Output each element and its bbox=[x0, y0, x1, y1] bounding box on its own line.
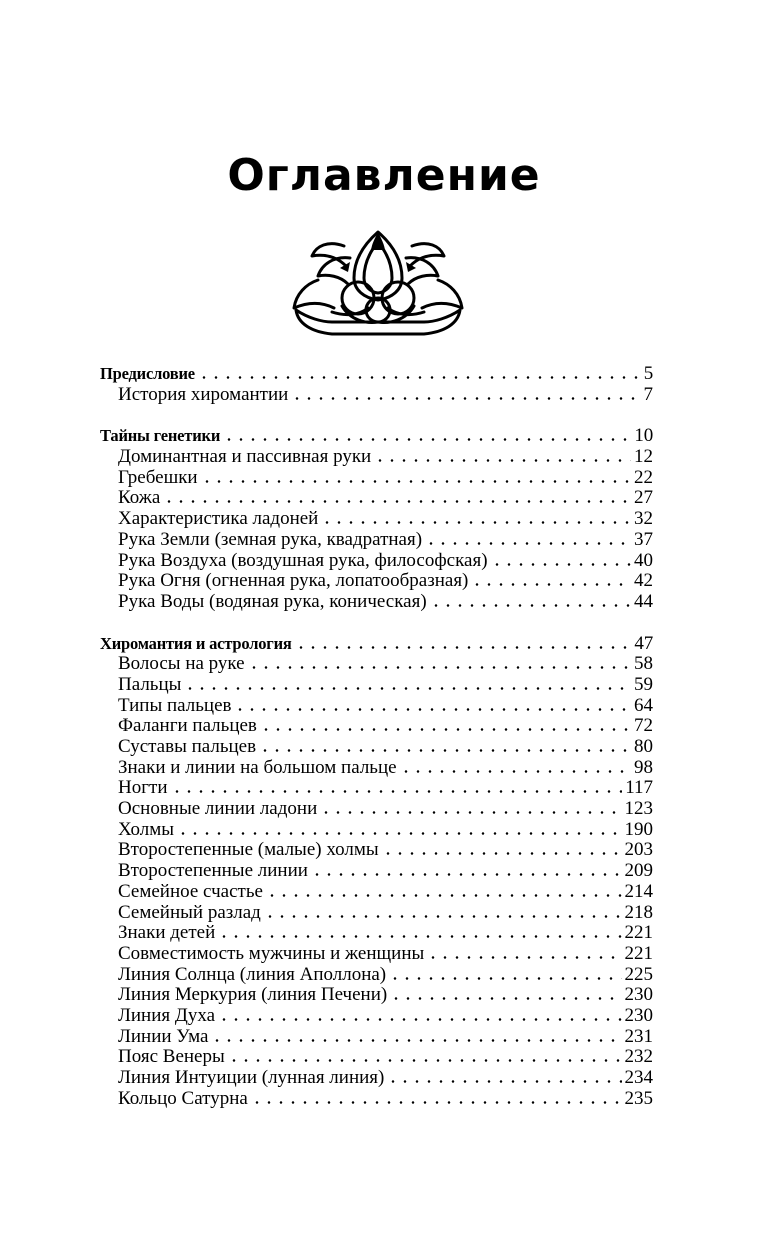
toc-item[interactable] bbox=[100, 944, 653, 965]
dot-leader bbox=[248, 655, 631, 669]
toc-item-page: 58 bbox=[634, 653, 653, 675]
dot-leader bbox=[400, 758, 631, 772]
toc-item-title: Пальцы bbox=[118, 673, 182, 695]
toc-item[interactable] bbox=[100, 778, 653, 799]
table-of-contents bbox=[100, 364, 653, 1109]
dot-leader bbox=[382, 841, 622, 855]
toc-item-title: Кожа bbox=[118, 487, 161, 509]
dot-leader bbox=[430, 593, 631, 607]
dot-leader bbox=[218, 924, 621, 938]
toc-item-title: Типы пальцев bbox=[118, 694, 232, 716]
toc-item-title: Характеристика ладоней bbox=[118, 508, 319, 530]
toc-item-page: 234 bbox=[624, 1067, 653, 1088]
dot-leader bbox=[184, 676, 631, 690]
toc-item-page: 209 bbox=[624, 860, 653, 882]
toc-item-page: 225 bbox=[624, 963, 653, 985]
toc-item[interactable] bbox=[100, 985, 653, 1006]
toc-item[interactable] bbox=[100, 592, 653, 613]
toc-item-title: Доминантная и пассивная руки bbox=[118, 446, 372, 468]
dot-leader bbox=[264, 903, 622, 917]
toc-section-title: Предисловие bbox=[100, 364, 195, 383]
toc-item[interactable] bbox=[100, 923, 653, 944]
toc-item-title: Линии Ума bbox=[118, 1025, 209, 1047]
dot-leader bbox=[320, 800, 621, 814]
toc-item-page: 230 bbox=[624, 984, 653, 1006]
toc-item-title: Кольцо Сатурна bbox=[118, 1087, 248, 1109]
toc-section-title: Хиромантия и астрология bbox=[100, 633, 292, 653]
toc-item[interactable] bbox=[100, 571, 653, 592]
toc-item-title: История хиромантии bbox=[118, 383, 289, 405]
toc-item-page: 59 bbox=[634, 673, 653, 695]
toc-item-title: Знаки и линии на большом пальце bbox=[118, 756, 397, 778]
toc-section-title: Тайны генетики bbox=[100, 426, 221, 446]
toc-item-title: Фаланги пальцев bbox=[118, 715, 257, 737]
toc-item-title: Семейный разлад bbox=[118, 901, 261, 923]
toc-item-title: Второстепенные (малые) холмы bbox=[118, 839, 379, 861]
dot-leader bbox=[177, 821, 621, 835]
toc-item-page: 230 bbox=[624, 1004, 653, 1026]
dot-leader bbox=[171, 779, 623, 793]
toc-item-page: 64 bbox=[634, 694, 653, 716]
toc-item[interactable] bbox=[100, 820, 653, 841]
toc-item-page: 123 bbox=[624, 798, 653, 820]
toc-item-title: Рука Земли (земная рука, квадратная) bbox=[118, 528, 423, 550]
toc-item-title: Семейное счастье bbox=[118, 880, 263, 902]
dot-leader bbox=[218, 1007, 621, 1021]
toc-item-page: 218 bbox=[624, 901, 653, 923]
toc-item-page: 221 bbox=[624, 922, 653, 944]
dot-leader bbox=[266, 883, 622, 897]
toc-item[interactable] bbox=[100, 654, 653, 675]
toc-item-page: 12 bbox=[634, 446, 653, 468]
toc-item-page: 40 bbox=[634, 549, 653, 571]
toc-item-page: 117 bbox=[625, 777, 653, 799]
toc-item-title: Гребешки bbox=[118, 466, 198, 488]
toc-item-title: Линия Меркурия (линия Печени) bbox=[118, 984, 388, 1006]
dot-leader bbox=[425, 531, 631, 545]
toc-item-title: Рука Огня (огненная рука, лопатообразная) bbox=[118, 570, 469, 592]
toc-item-page: 27 bbox=[634, 487, 653, 509]
toc-item[interactable] bbox=[100, 1047, 653, 1068]
toc-item-page: 190 bbox=[624, 818, 653, 840]
toc-item-page: 22 bbox=[634, 466, 653, 488]
dot-leader bbox=[374, 448, 631, 462]
toc-item[interactable] bbox=[100, 447, 653, 468]
dot-leader bbox=[201, 469, 631, 483]
toc-item[interactable] bbox=[100, 696, 653, 717]
toc-item-title: Пояс Венеры bbox=[118, 1046, 225, 1068]
dot-leader bbox=[163, 489, 631, 503]
toc-item-title: Холмы bbox=[118, 818, 175, 840]
toc-item[interactable] bbox=[100, 799, 653, 820]
toc-item[interactable] bbox=[100, 385, 653, 406]
toc-item-page: 232 bbox=[624, 1046, 653, 1068]
dot-leader bbox=[234, 696, 631, 710]
toc-section-page: 10 bbox=[634, 425, 653, 447]
toc-item-title: Линия Интуиции (лунная линия) bbox=[118, 1067, 385, 1088]
toc-item[interactable] bbox=[100, 1089, 653, 1110]
dot-leader bbox=[198, 367, 641, 379]
toc-item-page: 80 bbox=[634, 736, 653, 757]
toc-section-page: 47 bbox=[634, 632, 653, 654]
dot-leader bbox=[387, 1069, 621, 1083]
toc-item-title: Совместимость мужчины и женщины bbox=[118, 942, 425, 964]
page-title: Оглавление bbox=[227, 150, 541, 201]
dot-leader bbox=[311, 862, 622, 876]
toc-item[interactable] bbox=[100, 509, 653, 530]
toc-item-title: Линия Духа bbox=[118, 1004, 216, 1026]
toc-item[interactable] bbox=[100, 861, 653, 882]
toc-item-title: Знаки детей bbox=[118, 922, 216, 944]
toc-item-page: 72 bbox=[634, 715, 653, 737]
toc-item-page: 231 bbox=[624, 1025, 653, 1047]
toc-item-title: Линия Солнца (линия Аполлона) bbox=[118, 963, 387, 985]
dot-leader bbox=[390, 986, 621, 1000]
dot-leader bbox=[321, 510, 631, 524]
toc-item-page: 98 bbox=[634, 756, 653, 778]
toc-item[interactable] bbox=[100, 551, 653, 572]
toc-item-title: Волосы на руке bbox=[118, 653, 245, 675]
dot-leader bbox=[259, 738, 631, 752]
dot-leader bbox=[471, 572, 631, 586]
toc-item-title: Второстепенные линии bbox=[118, 860, 308, 882]
toc-item-title: Рука Воздуха (воздушная рука, философская) bbox=[118, 549, 488, 571]
lotus-ornament-icon bbox=[288, 228, 468, 338]
toc-item-page: 32 bbox=[634, 508, 653, 530]
toc-item[interactable] bbox=[100, 965, 653, 986]
toc-section-genetics[interactable] bbox=[100, 426, 653, 447]
dot-leader bbox=[291, 385, 640, 399]
toc-item[interactable] bbox=[100, 675, 653, 696]
dot-leader bbox=[491, 551, 631, 565]
toc-section-palmistry-astrology[interactable] bbox=[100, 634, 653, 655]
toc-item-page: 221 bbox=[624, 942, 653, 964]
toc-item-title: Ногти bbox=[118, 777, 168, 799]
toc-section-preface[interactable] bbox=[100, 364, 653, 385]
toc-item-page: 214 bbox=[624, 880, 653, 902]
toc-item-page: 203 bbox=[624, 839, 653, 861]
toc-item-title: Суставы пальцев bbox=[118, 736, 257, 757]
toc-section-page: 5 bbox=[643, 363, 653, 384]
toc-item-title: Основные линии ладони bbox=[118, 798, 318, 820]
toc-item-page: 37 bbox=[634, 528, 653, 550]
toc-item-title: Рука Воды (водяная рука, коническая) bbox=[118, 590, 427, 612]
dot-leader bbox=[260, 717, 631, 731]
toc-item-page: 42 bbox=[634, 570, 653, 592]
toc-item[interactable] bbox=[100, 882, 653, 903]
toc-item[interactable] bbox=[100, 758, 653, 779]
dot-leader bbox=[228, 1048, 622, 1062]
toc-item[interactable] bbox=[100, 1006, 653, 1027]
toc-item-page: 7 bbox=[643, 383, 653, 405]
dot-leader bbox=[251, 1089, 622, 1103]
toc-item[interactable] bbox=[100, 737, 653, 758]
toc-item-page: 235 bbox=[624, 1087, 653, 1109]
dot-leader bbox=[295, 636, 632, 648]
toc-item[interactable] bbox=[100, 840, 653, 861]
toc-item[interactable] bbox=[100, 716, 653, 737]
toc-item-page: 44 bbox=[634, 590, 653, 612]
dot-leader bbox=[389, 965, 621, 979]
dot-leader bbox=[427, 945, 621, 959]
toc-item[interactable] bbox=[100, 488, 653, 509]
toc-item[interactable] bbox=[100, 468, 653, 489]
dot-leader bbox=[223, 429, 631, 441]
toc-item[interactable] bbox=[100, 1027, 653, 1048]
toc-item[interactable] bbox=[100, 1068, 653, 1089]
dot-leader bbox=[211, 1027, 621, 1041]
toc-item[interactable] bbox=[100, 530, 653, 551]
toc-item[interactable] bbox=[100, 903, 653, 924]
